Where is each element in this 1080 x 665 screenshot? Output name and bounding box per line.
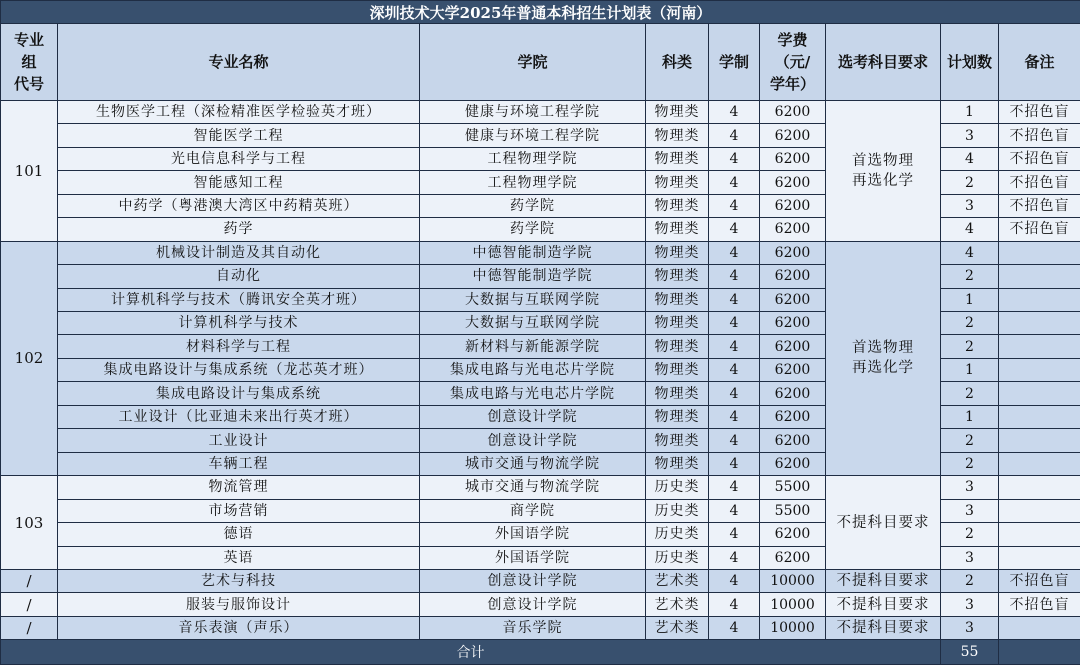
major-cell bbox=[58, 429, 420, 452]
group-code-cell: / bbox=[1, 616, 58, 639]
header-major: 专业名称 bbox=[58, 24, 420, 100]
header-group-code-line3: 代号 bbox=[13, 75, 44, 94]
fee-cell: 6200 bbox=[760, 546, 826, 569]
subject-requirement-line1: 不提科目要求 bbox=[836, 620, 930, 637]
college-cell: 药学院 bbox=[420, 218, 646, 241]
table-row bbox=[1, 241, 1080, 264]
subject-requirement-line1: 不提科目要求 bbox=[836, 573, 930, 590]
table-header-row bbox=[1, 24, 1080, 100]
subject-type-cell: 物理类 bbox=[646, 265, 709, 288]
plan-count-cell: 2 bbox=[941, 452, 999, 475]
major-cell bbox=[58, 288, 420, 311]
plan-count-cell: 3 bbox=[941, 476, 999, 499]
years-cell: 4 bbox=[709, 499, 760, 522]
college-cell: 城市交通与物流学院 bbox=[420, 452, 646, 475]
subject-requirement-line2: 再选化学 bbox=[852, 360, 914, 377]
subject-type-cell: 艺术类 bbox=[646, 593, 709, 616]
major-name: 英语 bbox=[223, 549, 254, 566]
table-row bbox=[1, 616, 1080, 639]
fee-cell: 6200 bbox=[760, 452, 826, 475]
total-remark-blank bbox=[999, 640, 1080, 665]
years-cell: 4 bbox=[709, 405, 760, 428]
fee-cell: 6200 bbox=[760, 335, 826, 358]
plan-count-cell: 2 bbox=[941, 382, 999, 405]
fee-cell: 6200 bbox=[760, 265, 826, 288]
subject-type-cell: 历史类 bbox=[646, 499, 709, 522]
header-fee-line3: 学年） bbox=[769, 75, 815, 94]
remark-cell: 不招色盲 bbox=[999, 218, 1080, 241]
major-name: 智能感知工程 bbox=[193, 174, 284, 191]
years-cell: 4 bbox=[709, 429, 760, 452]
table-title-row bbox=[1, 1, 1080, 24]
plan-count-cell: 1 bbox=[941, 100, 999, 123]
plan-count-cell: 3 bbox=[941, 546, 999, 569]
years-cell: 4 bbox=[709, 570, 760, 593]
fee-cell: 10000 bbox=[760, 616, 826, 639]
years-cell: 4 bbox=[709, 100, 760, 123]
subject-requirement-line1: 不提科目要求 bbox=[836, 514, 930, 531]
college-cell: 创意设计学院 bbox=[420, 570, 646, 593]
subject-type-cell: 物理类 bbox=[646, 452, 709, 475]
subject-type-cell: 物理类 bbox=[646, 171, 709, 194]
plan-count-cell: 2 bbox=[941, 335, 999, 358]
subject-requirement-line1: 不提科目要求 bbox=[836, 596, 930, 613]
major-name: 集成电路设计与集成系统（龙芯英才班） bbox=[103, 362, 374, 379]
college-cell: 创意设计学院 bbox=[420, 405, 646, 428]
subject-type-cell: 艺术类 bbox=[646, 616, 709, 639]
header-type: 科类 bbox=[646, 24, 709, 100]
plan-count-cell: 1 bbox=[941, 405, 999, 428]
header-group-code-line1: 专业 bbox=[13, 31, 44, 50]
plan-count-cell: 4 bbox=[941, 218, 999, 241]
years-cell: 4 bbox=[709, 194, 760, 217]
plan-count-cell: 1 bbox=[941, 288, 999, 311]
remark-cell bbox=[999, 546, 1080, 569]
plan-count-cell: 3 bbox=[941, 499, 999, 522]
subject-requirement-cell bbox=[826, 593, 941, 616]
subject-requirement-cell bbox=[826, 100, 941, 241]
remark-cell bbox=[999, 429, 1080, 452]
fee-cell: 6200 bbox=[760, 171, 826, 194]
college-cell: 音乐学院 bbox=[420, 616, 646, 639]
major-name: 工业设计 bbox=[208, 432, 269, 449]
fee-cell: 10000 bbox=[760, 593, 826, 616]
college-cell: 健康与环境工程学院 bbox=[420, 124, 646, 147]
remark-cell: 不招色盲 bbox=[999, 100, 1080, 123]
major-cell bbox=[58, 523, 420, 546]
fee-cell: 6200 bbox=[760, 194, 826, 217]
college-cell: 大数据与互联网学院 bbox=[420, 312, 646, 335]
header-fee-line2: （元/ bbox=[774, 53, 811, 72]
table-row bbox=[1, 100, 1080, 123]
header-fee bbox=[760, 24, 826, 100]
plan-count-cell: 2 bbox=[941, 523, 999, 546]
subject-type-cell: 物理类 bbox=[646, 218, 709, 241]
major-name: 服装与服饰设计 bbox=[186, 596, 291, 613]
remark-cell bbox=[999, 335, 1080, 358]
plan-count-cell: 2 bbox=[941, 171, 999, 194]
major-cell bbox=[58, 452, 420, 475]
major-cell bbox=[58, 382, 420, 405]
years-cell: 4 bbox=[709, 265, 760, 288]
remark-cell bbox=[999, 452, 1080, 475]
college-cell: 商学院 bbox=[420, 499, 646, 522]
subject-type-cell: 物理类 bbox=[646, 147, 709, 170]
subject-type-cell: 物理类 bbox=[646, 358, 709, 381]
remark-cell: 不招色盲 bbox=[999, 147, 1080, 170]
fee-cell: 10000 bbox=[760, 570, 826, 593]
fee-cell: 5500 bbox=[760, 499, 826, 522]
header-plan-count: 计划数 bbox=[941, 24, 999, 100]
fee-cell: 6200 bbox=[760, 405, 826, 428]
total-value: 55 bbox=[941, 640, 999, 665]
fee-cell: 6200 bbox=[760, 358, 826, 381]
remark-cell: 不招色盲 bbox=[999, 593, 1080, 616]
major-name: 药学 bbox=[223, 221, 254, 238]
plan-count-cell: 3 bbox=[941, 616, 999, 639]
college-cell: 新材料与新能源学院 bbox=[420, 335, 646, 358]
subject-type-cell: 历史类 bbox=[646, 476, 709, 499]
college-cell: 工程物理学院 bbox=[420, 171, 646, 194]
major-name: 自动化 bbox=[216, 268, 261, 285]
header-college: 学院 bbox=[420, 24, 646, 100]
major-name: 市场营销 bbox=[208, 502, 269, 519]
college-cell: 创意设计学院 bbox=[420, 593, 646, 616]
remark-cell bbox=[999, 358, 1080, 381]
major-name: 中药学（粤港澳大湾区中药精英班） bbox=[118, 197, 359, 214]
major-cell bbox=[58, 405, 420, 428]
major-cell bbox=[58, 570, 420, 593]
remark-cell: 不招色盲 bbox=[999, 124, 1080, 147]
subject-requirement-cell bbox=[826, 476, 941, 570]
college-cell: 外国语学院 bbox=[420, 546, 646, 569]
years-cell: 4 bbox=[709, 171, 760, 194]
major-name: 德语 bbox=[223, 526, 254, 543]
years-cell: 4 bbox=[709, 358, 760, 381]
major-cell bbox=[58, 241, 420, 264]
years-cell: 4 bbox=[709, 288, 760, 311]
major-name: 材料科学与工程 bbox=[186, 338, 291, 355]
fee-cell: 6200 bbox=[760, 429, 826, 452]
major-cell bbox=[58, 312, 420, 335]
fee-cell: 6200 bbox=[760, 312, 826, 335]
major-cell bbox=[58, 358, 420, 381]
college-cell: 工程物理学院 bbox=[420, 147, 646, 170]
plan-count-cell: 2 bbox=[941, 265, 999, 288]
years-cell: 4 bbox=[709, 593, 760, 616]
fee-cell: 6200 bbox=[760, 100, 826, 123]
major-cell bbox=[58, 218, 420, 241]
plan-count-cell: 3 bbox=[941, 593, 999, 616]
remark-cell bbox=[999, 241, 1080, 264]
subject-requirement-line1: 首选物理 bbox=[852, 340, 914, 357]
subject-requirement-cell bbox=[826, 616, 941, 639]
table-title: 深圳技术大学2025年普通本科招生计划表（河南） bbox=[1, 1, 1080, 24]
table-row bbox=[1, 593, 1080, 616]
college-cell: 城市交通与物流学院 bbox=[420, 476, 646, 499]
major-cell bbox=[58, 147, 420, 170]
plan-count-cell: 2 bbox=[941, 429, 999, 452]
years-cell: 4 bbox=[709, 241, 760, 264]
years-cell: 4 bbox=[709, 616, 760, 639]
header-fee-line1: 学费 bbox=[777, 31, 808, 50]
college-cell: 集成电路与光电芯片学院 bbox=[420, 382, 646, 405]
plan-count-cell: 2 bbox=[941, 570, 999, 593]
major-name: 车辆工程 bbox=[208, 455, 269, 472]
subject-type-cell: 物理类 bbox=[646, 124, 709, 147]
plan-count-cell: 4 bbox=[941, 241, 999, 264]
subject-type-cell: 物理类 bbox=[646, 382, 709, 405]
college-cell: 中德智能制造学院 bbox=[420, 241, 646, 264]
college-cell: 药学院 bbox=[420, 194, 646, 217]
remark-cell bbox=[999, 382, 1080, 405]
major-cell bbox=[58, 265, 420, 288]
major-cell bbox=[58, 171, 420, 194]
header-group-code-line2: 组 bbox=[21, 53, 37, 72]
major-cell bbox=[58, 335, 420, 358]
plan-count-cell: 2 bbox=[941, 312, 999, 335]
plan-count-cell: 4 bbox=[941, 147, 999, 170]
total-row bbox=[1, 640, 1080, 665]
major-cell bbox=[58, 476, 420, 499]
plan-count-cell: 3 bbox=[941, 124, 999, 147]
header-years: 学制 bbox=[709, 24, 760, 100]
years-cell: 4 bbox=[709, 546, 760, 569]
subject-type-cell: 物理类 bbox=[646, 241, 709, 264]
subject-type-cell: 物理类 bbox=[646, 429, 709, 452]
fee-cell: 6200 bbox=[760, 124, 826, 147]
plan-count-cell: 3 bbox=[941, 194, 999, 217]
subject-requirement-line1: 首选物理 bbox=[852, 152, 914, 169]
years-cell: 4 bbox=[709, 147, 760, 170]
remark-cell bbox=[999, 288, 1080, 311]
major-name: 音乐表演（声乐） bbox=[178, 620, 299, 637]
major-cell bbox=[58, 593, 420, 616]
subject-type-cell: 艺术类 bbox=[646, 570, 709, 593]
major-name: 智能医学工程 bbox=[193, 127, 284, 144]
major-name: 计算机科学与技术 bbox=[178, 315, 299, 332]
years-cell: 4 bbox=[709, 452, 760, 475]
subject-type-cell: 历史类 bbox=[646, 546, 709, 569]
fee-cell: 6200 bbox=[760, 523, 826, 546]
major-name: 艺术与科技 bbox=[201, 573, 276, 590]
remark-cell bbox=[999, 523, 1080, 546]
major-name: 光电信息科学与工程 bbox=[171, 151, 306, 168]
fee-cell: 6200 bbox=[760, 218, 826, 241]
fee-cell: 5500 bbox=[760, 476, 826, 499]
major-cell bbox=[58, 100, 420, 123]
college-cell: 创意设计学院 bbox=[420, 429, 646, 452]
group-code-cell: / bbox=[1, 593, 58, 616]
college-cell: 外国语学院 bbox=[420, 523, 646, 546]
group-code-cell: 103 bbox=[1, 476, 58, 570]
years-cell: 4 bbox=[709, 335, 760, 358]
remark-cell: 不招色盲 bbox=[999, 171, 1080, 194]
subject-type-cell: 物理类 bbox=[646, 100, 709, 123]
remark-cell bbox=[999, 312, 1080, 335]
major-name: 机械设计制造及其自动化 bbox=[156, 244, 321, 261]
subject-type-cell: 物理类 bbox=[646, 194, 709, 217]
group-code-cell: 101 bbox=[1, 100, 58, 241]
table-row bbox=[1, 570, 1080, 593]
major-cell bbox=[58, 546, 420, 569]
remark-cell bbox=[999, 476, 1080, 499]
years-cell: 4 bbox=[709, 124, 760, 147]
major-name: 物流管理 bbox=[208, 479, 269, 496]
group-code-cell: / bbox=[1, 570, 58, 593]
total-label: 合计 bbox=[1, 640, 941, 665]
subject-type-cell: 物理类 bbox=[646, 288, 709, 311]
subject-type-cell: 物理类 bbox=[646, 405, 709, 428]
major-name: 计算机科学与技术（腾讯安全英才班） bbox=[111, 291, 366, 308]
college-cell: 健康与环境工程学院 bbox=[420, 100, 646, 123]
major-name: 生物医学工程（深检精准医学检验英才班） bbox=[96, 104, 381, 121]
header-subject-requirement: 选考科目要求 bbox=[826, 24, 941, 100]
years-cell: 4 bbox=[709, 523, 760, 546]
fee-cell: 6200 bbox=[760, 147, 826, 170]
major-cell bbox=[58, 124, 420, 147]
fee-cell: 6200 bbox=[760, 288, 826, 311]
group-code-cell: 102 bbox=[1, 241, 58, 476]
fee-cell: 6200 bbox=[760, 382, 826, 405]
remark-cell bbox=[999, 616, 1080, 639]
header-group-code bbox=[1, 24, 58, 100]
years-cell: 4 bbox=[709, 312, 760, 335]
years-cell: 4 bbox=[709, 382, 760, 405]
plan-count-cell: 1 bbox=[941, 358, 999, 381]
remark-cell bbox=[999, 265, 1080, 288]
table-row bbox=[1, 476, 1080, 499]
header-remark: 备注 bbox=[999, 24, 1080, 100]
subject-requirement-cell bbox=[826, 570, 941, 593]
college-cell: 集成电路与光电芯片学院 bbox=[420, 358, 646, 381]
remark-cell bbox=[999, 405, 1080, 428]
major-cell bbox=[58, 194, 420, 217]
major-cell bbox=[58, 616, 420, 639]
major-name: 集成电路设计与集成系统 bbox=[156, 385, 321, 402]
subject-type-cell: 历史类 bbox=[646, 523, 709, 546]
college-cell: 大数据与互联网学院 bbox=[420, 288, 646, 311]
major-cell bbox=[58, 499, 420, 522]
subject-type-cell: 物理类 bbox=[646, 335, 709, 358]
remark-cell bbox=[999, 499, 1080, 522]
subject-requirement-cell bbox=[826, 241, 941, 476]
college-cell: 中德智能制造学院 bbox=[420, 265, 646, 288]
years-cell: 4 bbox=[709, 476, 760, 499]
remark-cell: 不招色盲 bbox=[999, 570, 1080, 593]
fee-cell: 6200 bbox=[760, 241, 826, 264]
major-name: 工业设计（比亚迪未来出行英才班） bbox=[118, 409, 359, 426]
subject-type-cell: 物理类 bbox=[646, 312, 709, 335]
years-cell: 4 bbox=[709, 218, 760, 241]
subject-requirement-line2: 再选化学 bbox=[852, 172, 914, 189]
remark-cell: 不招色盲 bbox=[999, 194, 1080, 217]
